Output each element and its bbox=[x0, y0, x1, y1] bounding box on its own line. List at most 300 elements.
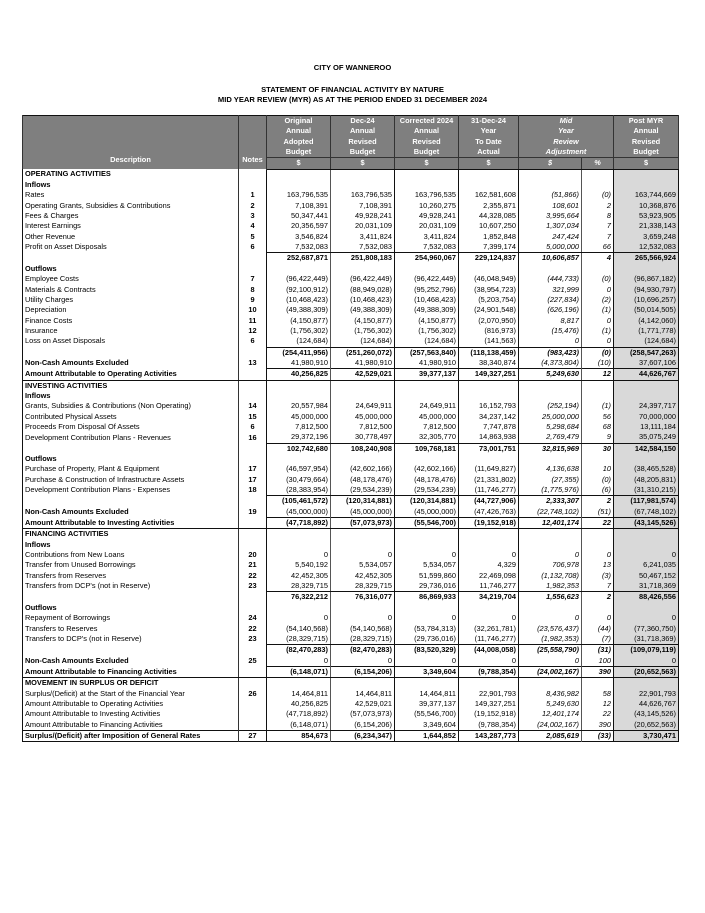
table-row bbox=[23, 232, 679, 242]
cell-myr-adjustment: 0 bbox=[519, 336, 582, 347]
cell-myr-percent: 56 bbox=[582, 412, 614, 422]
cell-myr-percent bbox=[582, 180, 614, 190]
cell-corrected-budget: (10,468,423) bbox=[395, 295, 459, 305]
cell-original-budget: (30,479,664) bbox=[267, 475, 331, 485]
cell-myr-adjustment: (25,558,790) bbox=[519, 645, 582, 656]
currency-label: $ bbox=[519, 158, 582, 169]
cell-myr-adjustment: 5,249,630 bbox=[519, 369, 582, 380]
cell-corrected-budget: 86,869,933 bbox=[395, 592, 459, 603]
cell-myr-adjustment: (23,576,437) bbox=[519, 624, 582, 634]
row-description: Amount Attributable to Investing Activities bbox=[25, 709, 161, 719]
cell-original-budget: 76,322,212 bbox=[267, 592, 331, 603]
cell-dec24-budget: 251,808,183 bbox=[331, 253, 395, 264]
cell-post-myr-budget: 70,000,000 bbox=[614, 412, 679, 422]
cell-myr-percent: 2 bbox=[582, 592, 614, 603]
table-row bbox=[23, 507, 679, 518]
cell-myr-adjustment: 5,249,630 bbox=[519, 699, 582, 709]
table-row bbox=[23, 412, 679, 422]
cell-myr-percent: (10) bbox=[582, 358, 614, 369]
cell-original-budget: (82,470,283) bbox=[267, 645, 331, 656]
cell-myr-adjustment: (1,775,976) bbox=[519, 485, 582, 496]
col-header-myr-adjustment: Mid Year Review Adjustment bbox=[519, 116, 614, 158]
cell-post-myr-budget bbox=[614, 529, 679, 540]
cell-original-budget: 0 bbox=[267, 550, 331, 560]
cell-myr-adjustment: 1,982,353 bbox=[519, 581, 582, 592]
row-note: 7 bbox=[239, 274, 267, 284]
row-note bbox=[239, 699, 267, 709]
cell-ytd-actual: (24,901,548) bbox=[459, 305, 519, 315]
cell-corrected-budget: 14,464,811 bbox=[395, 689, 459, 699]
cell-corrected-budget bbox=[395, 169, 459, 180]
subheading-row bbox=[23, 540, 679, 550]
row-note: 26 bbox=[239, 689, 267, 699]
cell-ytd-actual: 229,124,837 bbox=[459, 253, 519, 264]
table-row bbox=[23, 613, 679, 623]
cell-corrected-budget: 1,644,852 bbox=[395, 730, 459, 741]
cell-dec24-budget bbox=[331, 380, 395, 391]
col-header-ytd-actual: 31-Dec-24 Year To Date Actual bbox=[459, 116, 519, 158]
cell-original-budget: (28,329,715) bbox=[267, 634, 331, 645]
subtotal-row bbox=[23, 443, 679, 454]
row-note bbox=[239, 592, 267, 603]
cell-dec24-budget: 3,411,824 bbox=[331, 232, 395, 242]
cell-dec24-budget: (57,073,973) bbox=[331, 518, 395, 529]
cell-corrected-budget: (29,534,239) bbox=[395, 485, 459, 496]
cell-myr-percent: 0 bbox=[582, 316, 614, 326]
cell-corrected-budget: 109,768,181 bbox=[395, 443, 459, 454]
section-header-row bbox=[23, 380, 679, 391]
row-description: Purchase & Construction of Infrastructure Assets bbox=[25, 474, 185, 484]
cell-myr-percent: (0) bbox=[582, 190, 614, 200]
cell-myr-adjustment bbox=[519, 454, 582, 464]
table-row bbox=[23, 242, 679, 253]
row-note bbox=[239, 264, 267, 274]
row-note bbox=[239, 369, 267, 380]
currency-label: $ bbox=[395, 158, 459, 169]
cell-original-budget: (46,597,954) bbox=[267, 464, 331, 474]
table-row bbox=[23, 432, 679, 443]
row-note: 6 bbox=[239, 242, 267, 253]
cell-myr-adjustment: 12,401,174 bbox=[519, 518, 582, 529]
cell-ytd-actual: (9,788,354) bbox=[459, 666, 519, 677]
row-description: Amount Attributable to Financing Activities bbox=[23, 666, 239, 677]
cell-original-budget: 50,347,441 bbox=[267, 211, 331, 221]
cell-original-budget: (49,388,309) bbox=[267, 305, 331, 315]
row-description bbox=[23, 347, 239, 358]
cell-dec24-budget: (6,154,206) bbox=[331, 666, 395, 677]
subheading-row bbox=[23, 391, 679, 401]
subheading-row bbox=[23, 454, 679, 464]
cell-original-budget: 29,372,196 bbox=[267, 432, 331, 443]
cell-myr-percent: (0) bbox=[582, 274, 614, 284]
cell-corrected-budget: 10,260,275 bbox=[395, 201, 459, 211]
cell-myr-adjustment bbox=[519, 180, 582, 190]
cell-myr-percent: 0 bbox=[582, 285, 614, 295]
row-note bbox=[239, 454, 267, 464]
cell-ytd-actual: 7,399,174 bbox=[459, 242, 519, 253]
row-note bbox=[239, 666, 267, 677]
cell-corrected-budget: (96,422,449) bbox=[395, 274, 459, 284]
cell-post-myr-budget: (50,014,505) bbox=[614, 305, 679, 315]
row-description: Contributions from New Loans bbox=[25, 550, 125, 560]
cell-myr-adjustment: 2,085,619 bbox=[519, 730, 582, 741]
cell-post-myr-budget: 0 bbox=[614, 656, 679, 667]
cell-myr-percent: (31) bbox=[582, 645, 614, 656]
cell-corrected-budget: 24,649,911 bbox=[395, 401, 459, 411]
subtotal-row bbox=[23, 592, 679, 603]
row-description: Outflows bbox=[25, 454, 57, 463]
cell-post-myr-budget bbox=[614, 603, 679, 613]
cell-original-budget: 7,108,391 bbox=[267, 201, 331, 211]
cell-myr-percent: 0 bbox=[582, 613, 614, 623]
cell-myr-percent: 7 bbox=[582, 221, 614, 231]
row-note: 14 bbox=[239, 401, 267, 411]
report-titles bbox=[0, 63, 705, 105]
cell-post-myr-budget: (20,652,563) bbox=[614, 720, 679, 731]
cell-original-budget: 40,256,825 bbox=[267, 369, 331, 380]
currency-label: $ bbox=[614, 158, 679, 169]
cell-dec24-budget: 42,529,021 bbox=[331, 369, 395, 380]
cell-myr-adjustment: 2,333,307 bbox=[519, 496, 582, 507]
row-note: 24 bbox=[239, 613, 267, 623]
cell-post-myr-budget: 163,744,669 bbox=[614, 190, 679, 200]
cell-myr-percent: (3) bbox=[582, 571, 614, 581]
table-row bbox=[23, 464, 679, 474]
cell-corrected-budget: (83,520,329) bbox=[395, 645, 459, 656]
cell-post-myr-budget: (43,145,526) bbox=[614, 709, 679, 719]
cell-ytd-actual: 149,327,251 bbox=[459, 699, 519, 709]
cell-ytd-actual: (38,954,723) bbox=[459, 285, 519, 295]
cell-dec24-budget: 14,464,811 bbox=[331, 689, 395, 699]
table-row bbox=[23, 709, 679, 719]
cell-post-myr-budget: (48,205,831) bbox=[614, 475, 679, 485]
cell-ytd-actual: (44,008,058) bbox=[459, 645, 519, 656]
section-header-row bbox=[23, 529, 679, 540]
cell-original-budget: 45,000,000 bbox=[267, 412, 331, 422]
subheading-row bbox=[23, 180, 679, 190]
cell-myr-percent: 10 bbox=[582, 464, 614, 474]
row-note: 11 bbox=[239, 316, 267, 326]
cell-post-myr-budget: 10,368,876 bbox=[614, 201, 679, 211]
cell-post-myr-budget: (31,310,215) bbox=[614, 485, 679, 496]
cell-dec24-budget: 30,778,497 bbox=[331, 432, 395, 443]
cell-ytd-actual: 2,355,871 bbox=[459, 201, 519, 211]
table-row bbox=[23, 305, 679, 315]
cell-post-myr-budget: 35,075,249 bbox=[614, 432, 679, 443]
cell-myr-adjustment: 0 bbox=[519, 613, 582, 623]
cell-dec24-budget bbox=[331, 540, 395, 550]
row-description: Other Revenue bbox=[25, 231, 76, 241]
cell-ytd-actual: 11,746,277 bbox=[459, 581, 519, 592]
row-description bbox=[23, 253, 239, 264]
table-row bbox=[23, 730, 679, 741]
statement-title: STATEMENT OF FINANCIAL ACTIVITY BY NATURE bbox=[261, 85, 444, 94]
cell-corrected-budget: (120,314,881) bbox=[395, 496, 459, 507]
cell-original-budget bbox=[267, 169, 331, 180]
cell-ytd-actual: 14,863,938 bbox=[459, 432, 519, 443]
cell-ytd-actual: 149,327,251 bbox=[459, 369, 519, 380]
cell-myr-percent: (44) bbox=[582, 624, 614, 634]
cell-corrected-budget bbox=[395, 380, 459, 391]
cell-corrected-budget: 0 bbox=[395, 656, 459, 667]
cell-original-budget: (45,000,000) bbox=[267, 507, 331, 518]
cell-post-myr-budget: 6,241,035 bbox=[614, 560, 679, 570]
cell-original-budget: (47,718,892) bbox=[267, 709, 331, 719]
cell-ytd-actual bbox=[459, 540, 519, 550]
currency-label: $ bbox=[267, 158, 331, 169]
cell-myr-adjustment: 4,136,638 bbox=[519, 464, 582, 474]
row-description: Purchase of Property, Plant & Equipment bbox=[25, 464, 160, 474]
cell-myr-adjustment: 5,000,000 bbox=[519, 242, 582, 253]
row-note: 18 bbox=[239, 485, 267, 496]
cell-post-myr-budget: 13,111,184 bbox=[614, 422, 679, 432]
cell-dec24-budget bbox=[331, 264, 395, 274]
cell-myr-adjustment: (24,002,167) bbox=[519, 720, 582, 731]
row-description: Development Contribution Plans - Expenses bbox=[25, 485, 171, 495]
row-description: Transfers to Reserves bbox=[25, 623, 98, 633]
row-note: 10 bbox=[239, 305, 267, 315]
cell-dec24-budget: (28,329,715) bbox=[331, 634, 395, 645]
table-row bbox=[23, 485, 679, 496]
table-row bbox=[23, 190, 679, 200]
row-description: Employee Costs bbox=[25, 274, 79, 284]
table-body bbox=[23, 169, 679, 742]
cell-original-budget: 5,540,192 bbox=[267, 560, 331, 570]
cell-corrected-budget: (4,150,877) bbox=[395, 316, 459, 326]
row-description: INVESTING ACTIVITIES bbox=[25, 380, 108, 390]
cell-corrected-budget: 39,377,137 bbox=[395, 699, 459, 709]
cell-post-myr-budget: 265,566,924 bbox=[614, 253, 679, 264]
cell-dec24-budget: (96,422,449) bbox=[331, 274, 395, 284]
cell-original-budget: 14,464,811 bbox=[267, 689, 331, 699]
row-description: Operating Grants, Subsidies & Contributions bbox=[25, 200, 171, 210]
row-note: 12 bbox=[239, 326, 267, 336]
cell-myr-percent: 8 bbox=[582, 211, 614, 221]
cell-myr-adjustment: 706,978 bbox=[519, 560, 582, 570]
cell-myr-percent: 7 bbox=[582, 581, 614, 592]
cell-dec24-budget: (6,154,206) bbox=[331, 720, 395, 731]
cell-post-myr-budget: (43,145,526) bbox=[614, 518, 679, 529]
subtotal-row bbox=[23, 253, 679, 264]
row-description: Non-Cash Amounts Excluded bbox=[25, 655, 129, 665]
cell-post-myr-budget bbox=[614, 454, 679, 464]
cell-myr-adjustment: (51,866) bbox=[519, 190, 582, 200]
col-header-dec24-budget: Dec-24 Annual Revised Budget bbox=[331, 116, 395, 158]
cell-post-myr-budget: 3,659,248 bbox=[614, 232, 679, 242]
cell-corrected-budget: 32,305,770 bbox=[395, 432, 459, 443]
cell-post-myr-budget: 3,730,471 bbox=[614, 730, 679, 741]
cell-dec24-budget: (49,388,309) bbox=[331, 305, 395, 315]
table-row bbox=[23, 201, 679, 211]
table-row bbox=[23, 422, 679, 432]
table-row bbox=[23, 316, 679, 326]
cell-dec24-budget: (10,468,423) bbox=[331, 295, 395, 305]
cell-myr-percent bbox=[582, 380, 614, 391]
row-description: Transfers from DCP's (not in Reserve) bbox=[25, 581, 151, 591]
cell-myr-adjustment: (983,423) bbox=[519, 347, 582, 358]
row-description: Contributed Physical Assets bbox=[25, 411, 117, 421]
cell-myr-adjustment: 0 bbox=[519, 656, 582, 667]
cell-corrected-budget: (53,784,313) bbox=[395, 624, 459, 634]
cell-dec24-budget: (124,684) bbox=[331, 336, 395, 347]
cell-ytd-actual: (46,048,949) bbox=[459, 274, 519, 284]
row-description: Finance Costs bbox=[25, 315, 73, 325]
percent-label: % bbox=[582, 158, 614, 169]
cell-ytd-actual bbox=[459, 180, 519, 190]
cell-myr-percent: 12 bbox=[582, 699, 614, 709]
row-description: Utility Charges bbox=[25, 294, 74, 304]
cell-myr-percent: 390 bbox=[582, 720, 614, 731]
row-note: 25 bbox=[239, 656, 267, 667]
row-note: 23 bbox=[239, 581, 267, 592]
cell-corrected-budget: (124,684) bbox=[395, 336, 459, 347]
row-description: Amount Attributable to Financing Activities bbox=[25, 719, 163, 729]
cell-post-myr-budget bbox=[614, 380, 679, 391]
cell-myr-percent: 9 bbox=[582, 432, 614, 443]
row-note bbox=[239, 529, 267, 540]
cell-myr-adjustment: 10,606,857 bbox=[519, 253, 582, 264]
cell-post-myr-budget: 142,584,150 bbox=[614, 443, 679, 454]
cell-corrected-budget: 29,736,016 bbox=[395, 581, 459, 592]
row-description: Non-Cash Amounts Excluded bbox=[25, 358, 129, 368]
cell-post-myr-budget: (124,684) bbox=[614, 336, 679, 347]
row-note: 1 bbox=[239, 190, 267, 200]
cell-dec24-budget bbox=[331, 678, 395, 689]
cell-post-myr-budget: 21,338,143 bbox=[614, 221, 679, 231]
col-header-notes: Notes bbox=[239, 116, 267, 170]
row-note: 21 bbox=[239, 560, 267, 570]
row-note bbox=[239, 347, 267, 358]
row-description: Surplus/(Deficit) at the Start of the Financial Year bbox=[25, 688, 185, 698]
cell-ytd-actual: 4,329 bbox=[459, 560, 519, 570]
cell-original-budget: (6,148,071) bbox=[267, 666, 331, 677]
row-note bbox=[239, 603, 267, 613]
table-row bbox=[23, 285, 679, 295]
cell-dec24-budget: 41,980,910 bbox=[331, 358, 395, 369]
cell-corrected-budget bbox=[395, 180, 459, 190]
cell-myr-adjustment: (1,132,708) bbox=[519, 571, 582, 581]
cell-myr-adjustment: (252,194) bbox=[519, 401, 582, 411]
cell-dec24-budget: 0 bbox=[331, 550, 395, 560]
row-description: Depreciation bbox=[25, 305, 67, 315]
cell-original-budget bbox=[267, 603, 331, 613]
cell-post-myr-budget: (96,867,182) bbox=[614, 274, 679, 284]
cell-post-myr-budget: (1,771,778) bbox=[614, 326, 679, 336]
cell-post-myr-budget: (10,696,257) bbox=[614, 295, 679, 305]
row-note bbox=[239, 540, 267, 550]
cell-ytd-actual: (9,788,354) bbox=[459, 720, 519, 731]
cell-post-myr-budget: 31,718,369 bbox=[614, 581, 679, 592]
cell-ytd-actual bbox=[459, 380, 519, 391]
cell-original-budget: 163,796,535 bbox=[267, 190, 331, 200]
col-header-original-budget: Original Annual Adopted Budget bbox=[267, 116, 331, 158]
cell-post-myr-budget: (77,360,750) bbox=[614, 624, 679, 634]
cell-corrected-budget: (55,546,700) bbox=[395, 709, 459, 719]
cell-corrected-budget: (48,178,476) bbox=[395, 475, 459, 485]
cell-myr-percent: (51) bbox=[582, 507, 614, 518]
cell-original-budget: 40,256,825 bbox=[267, 699, 331, 709]
cell-dec24-budget: (120,314,881) bbox=[331, 496, 395, 507]
cell-myr-adjustment: (24,002,167) bbox=[519, 666, 582, 677]
table-row bbox=[23, 656, 679, 667]
cell-ytd-actual: 22,901,793 bbox=[459, 689, 519, 699]
cell-original-budget: (47,718,892) bbox=[267, 518, 331, 529]
cell-dec24-budget: 45,000,000 bbox=[331, 412, 395, 422]
cell-original-budget: 42,452,305 bbox=[267, 571, 331, 581]
cell-original-budget: 3,546,824 bbox=[267, 232, 331, 242]
cell-corrected-budget: 41,980,910 bbox=[395, 358, 459, 369]
cell-myr-adjustment bbox=[519, 380, 582, 391]
cell-post-myr-budget bbox=[614, 264, 679, 274]
cell-original-budget: (10,468,423) bbox=[267, 295, 331, 305]
subtotal-row bbox=[23, 347, 679, 358]
cell-dec24-budget: (29,534,239) bbox=[331, 485, 395, 496]
col-header-post-myr-budget: Post MYR Annual Revised Budget bbox=[614, 116, 679, 158]
cell-myr-percent bbox=[582, 603, 614, 613]
cell-myr-percent: 12 bbox=[582, 369, 614, 380]
cell-dec24-budget: 0 bbox=[331, 656, 395, 667]
row-description: Transfer from Unused Borrowings bbox=[25, 560, 136, 570]
cell-myr-percent: (2) bbox=[582, 295, 614, 305]
row-description: Outflows bbox=[25, 263, 57, 273]
cell-dec24-budget bbox=[331, 454, 395, 464]
cell-dec24-budget: (1,756,302) bbox=[331, 326, 395, 336]
row-description: Fees & Charges bbox=[25, 211, 79, 221]
org-title: CITY OF WANNEROO bbox=[313, 63, 392, 72]
cell-myr-adjustment: (15,476) bbox=[519, 326, 582, 336]
cell-post-myr-budget: (109,079,119) bbox=[614, 645, 679, 656]
cell-myr-percent: 100 bbox=[582, 656, 614, 667]
row-description bbox=[23, 592, 239, 603]
cell-myr-percent: 0 bbox=[582, 550, 614, 560]
row-note: 20 bbox=[239, 550, 267, 560]
row-note: 17 bbox=[239, 464, 267, 474]
cell-original-budget: (254,411,956) bbox=[267, 347, 331, 358]
cell-myr-percent: (6) bbox=[582, 485, 614, 496]
table-row bbox=[23, 571, 679, 581]
cell-myr-percent: (1) bbox=[582, 305, 614, 315]
cell-dec24-budget: (4,150,877) bbox=[331, 316, 395, 326]
cell-post-myr-budget: 0 bbox=[614, 613, 679, 623]
cell-myr-adjustment bbox=[519, 391, 582, 401]
cell-ytd-actual bbox=[459, 603, 519, 613]
cell-myr-adjustment: 1,556,623 bbox=[519, 592, 582, 603]
cell-corrected-budget: 5,534,057 bbox=[395, 560, 459, 570]
cell-ytd-actual bbox=[459, 169, 519, 180]
cell-original-budget: 20,356,597 bbox=[267, 221, 331, 231]
table-row bbox=[23, 295, 679, 305]
cell-dec24-budget: (48,178,476) bbox=[331, 475, 395, 485]
cell-myr-percent: 68 bbox=[582, 422, 614, 432]
cell-myr-adjustment bbox=[519, 540, 582, 550]
cell-myr-percent bbox=[582, 169, 614, 180]
cell-myr-percent: 4 bbox=[582, 253, 614, 264]
row-note: 6 bbox=[239, 336, 267, 347]
cell-original-budget: 41,980,910 bbox=[267, 358, 331, 369]
cell-dec24-budget: 49,928,241 bbox=[331, 211, 395, 221]
cell-dec24-budget: 28,329,715 bbox=[331, 581, 395, 592]
cell-myr-adjustment: (626,196) bbox=[519, 305, 582, 315]
cell-corrected-budget bbox=[395, 529, 459, 540]
table-row bbox=[23, 336, 679, 347]
table-row bbox=[23, 550, 679, 560]
cell-corrected-budget: 3,411,824 bbox=[395, 232, 459, 242]
row-description: Loss on Asset Disposals bbox=[25, 336, 106, 346]
cell-original-budget: 102,742,680 bbox=[267, 443, 331, 454]
cell-myr-percent bbox=[582, 391, 614, 401]
cell-original-budget: (96,422,449) bbox=[267, 274, 331, 284]
cell-corrected-budget: 0 bbox=[395, 550, 459, 560]
